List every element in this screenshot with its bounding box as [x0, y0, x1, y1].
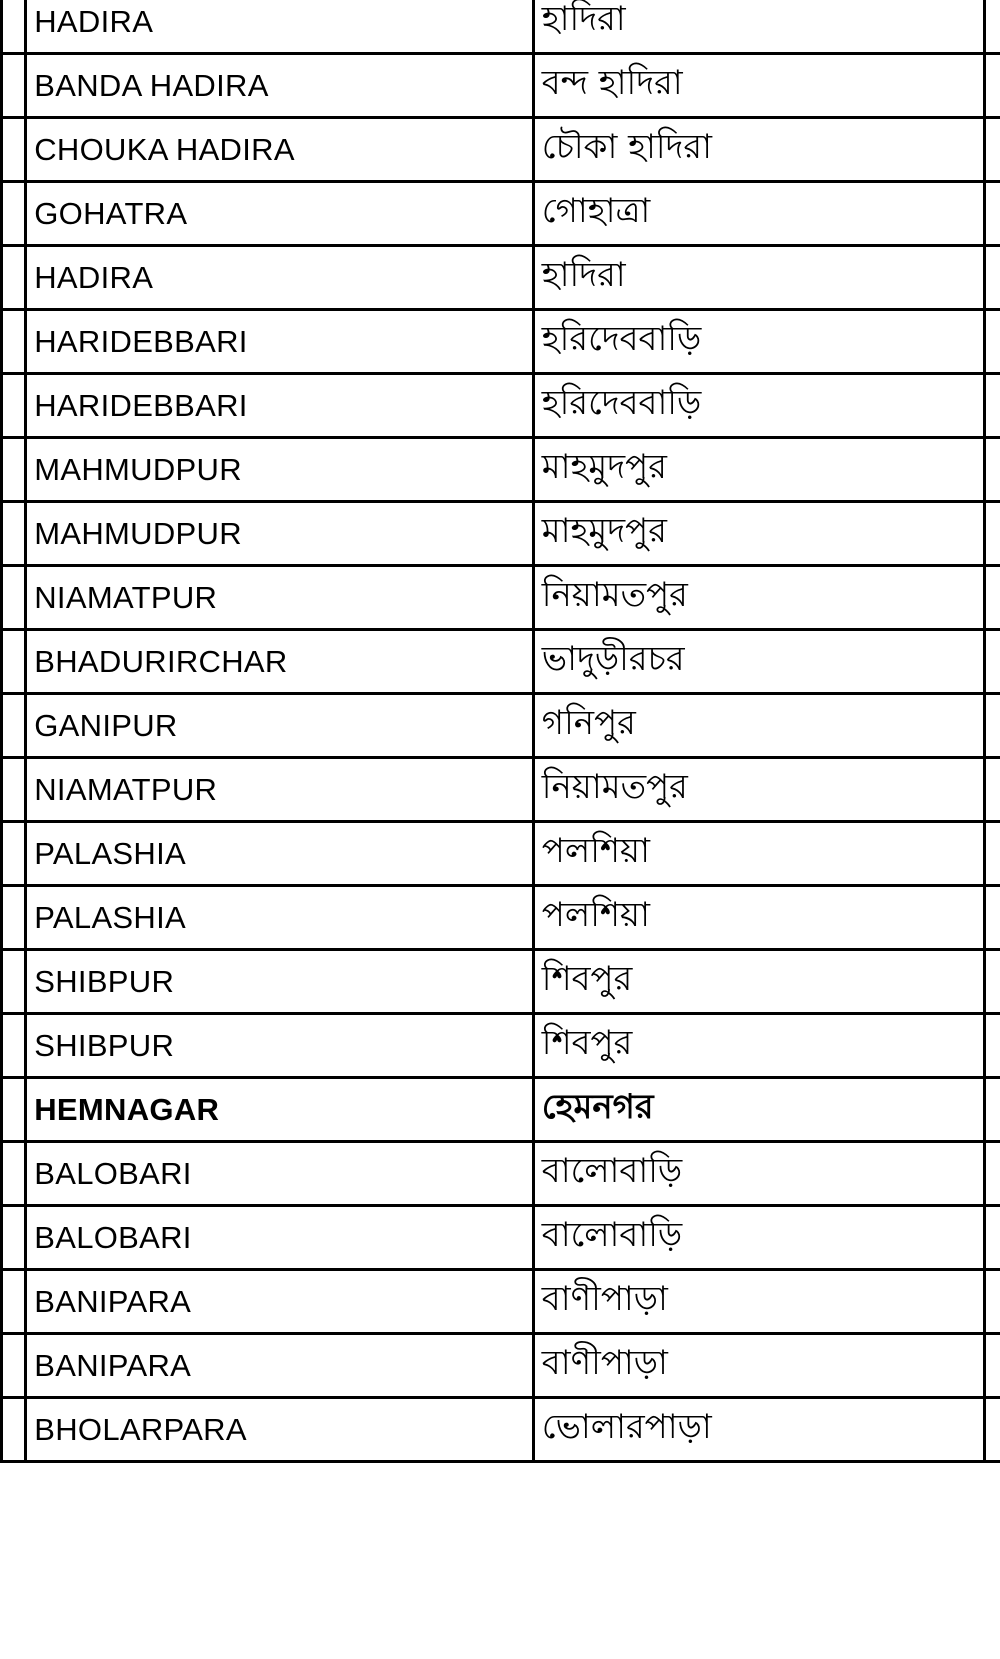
row-gutter-cell: [2, 374, 26, 438]
table-row: [2, 1270, 1000, 1334]
table-row: [2, 438, 1000, 502]
english-name-cell: GOHATRA: [26, 182, 534, 246]
row-gutter-cell: [2, 182, 26, 246]
table-body: [2, 0, 1000, 1462]
english-name-cell: NIAMATPUR: [26, 758, 534, 822]
trailing-cell: [984, 246, 1000, 310]
bengali-name-cell: বাণীপাড়া: [533, 1270, 984, 1334]
bengali-name-cell: হাদিরা: [533, 0, 984, 54]
table-row: [2, 1334, 1000, 1398]
trailing-cell: [984, 630, 1000, 694]
row-gutter-cell: [2, 566, 26, 630]
trailing-cell: [984, 886, 1000, 950]
table-row: [2, 1078, 1000, 1142]
row-gutter-cell: [2, 1206, 26, 1270]
table-row: [2, 1014, 1000, 1078]
english-name-cell: HADIRA: [26, 246, 534, 310]
bengali-name-cell: শিবপুর: [533, 1014, 984, 1078]
table-row: [2, 630, 1000, 694]
bengali-name-cell: নিয়ামতপুর: [533, 758, 984, 822]
trailing-cell: [984, 1142, 1000, 1206]
table-row: [2, 54, 1000, 118]
bengali-name-cell: ভোলারপাড়া: [533, 1398, 984, 1462]
bengali-name-cell: চৌকা হাদিরা: [533, 118, 984, 182]
english-name-cell: BHOLARPARA: [26, 1398, 534, 1462]
row-gutter-cell: [2, 886, 26, 950]
table-row: [2, 310, 1000, 374]
row-gutter-cell: [2, 630, 26, 694]
english-name-cell: PALASHIA: [26, 822, 534, 886]
bengali-name-cell: গোহাত্রা: [533, 182, 984, 246]
trailing-cell: [984, 694, 1000, 758]
bengali-name-cell: বালোবাড়ি: [533, 1206, 984, 1270]
row-gutter-cell: [2, 694, 26, 758]
trailing-cell: [984, 182, 1000, 246]
table-row: [2, 886, 1000, 950]
bengali-name-cell: বাণীপাড়া: [533, 1334, 984, 1398]
table-row: [2, 758, 1000, 822]
bengali-name-cell: হাদিরা: [533, 246, 984, 310]
row-gutter-cell: [2, 1142, 26, 1206]
row-gutter-cell: [2, 1078, 26, 1142]
english-name-cell: GANIPUR: [26, 694, 534, 758]
table-row: [2, 502, 1000, 566]
english-name-cell: HARIDEBBARI: [26, 310, 534, 374]
table-row: [2, 246, 1000, 310]
english-name-cell: HADIRA: [26, 0, 534, 54]
table-row: [2, 0, 1000, 54]
row-gutter-cell: [2, 310, 26, 374]
row-gutter-cell: [2, 1270, 26, 1334]
trailing-cell: [984, 1334, 1000, 1398]
table-row: [2, 822, 1000, 886]
english-name-cell: CHOUKA HADIRA: [26, 118, 534, 182]
english-name-cell: SHIBPUR: [26, 950, 534, 1014]
table-row: [2, 1206, 1000, 1270]
bengali-name-cell: বালোবাড়ি: [533, 1142, 984, 1206]
trailing-cell: [984, 374, 1000, 438]
trailing-cell: [984, 1014, 1000, 1078]
english-name-cell: BALOBARI: [26, 1142, 534, 1206]
trailing-cell: [984, 502, 1000, 566]
row-gutter-cell: [2, 54, 26, 118]
bengali-name-cell: পলশিয়া: [533, 822, 984, 886]
trailing-cell: [984, 118, 1000, 182]
english-name-cell: PALASHIA: [26, 886, 534, 950]
table-row: [2, 118, 1000, 182]
trailing-cell: [984, 1270, 1000, 1334]
row-gutter-cell: [2, 950, 26, 1014]
row-gutter-cell: [2, 758, 26, 822]
row-gutter-cell: [2, 1334, 26, 1398]
english-name-cell: BHADURIRCHAR: [26, 630, 534, 694]
trailing-cell: [984, 822, 1000, 886]
trailing-cell: [984, 310, 1000, 374]
row-gutter-cell: [2, 1398, 26, 1462]
trailing-cell: [984, 54, 1000, 118]
bengali-name-cell: বন্দ হাদিরা: [533, 54, 984, 118]
table-row: [2, 694, 1000, 758]
english-name-cell: BANDA HADIRA: [26, 54, 534, 118]
table-row: [2, 374, 1000, 438]
bengali-name-cell: নিয়ামতপুর: [533, 566, 984, 630]
bengali-name-cell: হরিদেববাড়ি: [533, 310, 984, 374]
english-name-cell: HARIDEBBARI: [26, 374, 534, 438]
english-name-cell: MAHMUDPUR: [26, 502, 534, 566]
row-gutter-cell: [2, 822, 26, 886]
trailing-cell: [984, 758, 1000, 822]
row-gutter-cell: [2, 0, 26, 54]
bengali-name-cell: ভাদুড়ীরচর: [533, 630, 984, 694]
bengali-name-cell: হরিদেববাড়ি: [533, 374, 984, 438]
table-row: [2, 1398, 1000, 1462]
bengali-name-cell: গনিপুর: [533, 694, 984, 758]
bengali-name-cell: হেমনগর: [533, 1078, 984, 1142]
english-name-cell: BANIPARA: [26, 1334, 534, 1398]
row-gutter-cell: [2, 502, 26, 566]
english-name-cell: BALOBARI: [26, 1206, 534, 1270]
bengali-name-cell: শিবপুর: [533, 950, 984, 1014]
english-name-cell: NIAMATPUR: [26, 566, 534, 630]
trailing-cell: [984, 1206, 1000, 1270]
trailing-cell: [984, 1078, 1000, 1142]
table-row: [2, 182, 1000, 246]
row-gutter-cell: [2, 118, 26, 182]
trailing-cell: [984, 950, 1000, 1014]
table-row: [2, 1142, 1000, 1206]
english-name-cell: MAHMUDPUR: [26, 438, 534, 502]
row-gutter-cell: [2, 1014, 26, 1078]
trailing-cell: [984, 0, 1000, 54]
table-row: [2, 950, 1000, 1014]
english-name-cell: BANIPARA: [26, 1270, 534, 1334]
english-name-cell: HEMNAGAR: [26, 1078, 534, 1142]
trailing-cell: [984, 438, 1000, 502]
row-gutter-cell: [2, 438, 26, 502]
english-name-cell: SHIBPUR: [26, 1014, 534, 1078]
trailing-cell: [984, 566, 1000, 630]
row-gutter-cell: [2, 246, 26, 310]
trailing-cell: [984, 1398, 1000, 1462]
bengali-name-cell: মাহমুদপুর: [533, 438, 984, 502]
bengali-name-cell: মাহমুদপুর: [533, 502, 984, 566]
bengali-name-cell: পলশিয়া: [533, 886, 984, 950]
table-row: [2, 566, 1000, 630]
